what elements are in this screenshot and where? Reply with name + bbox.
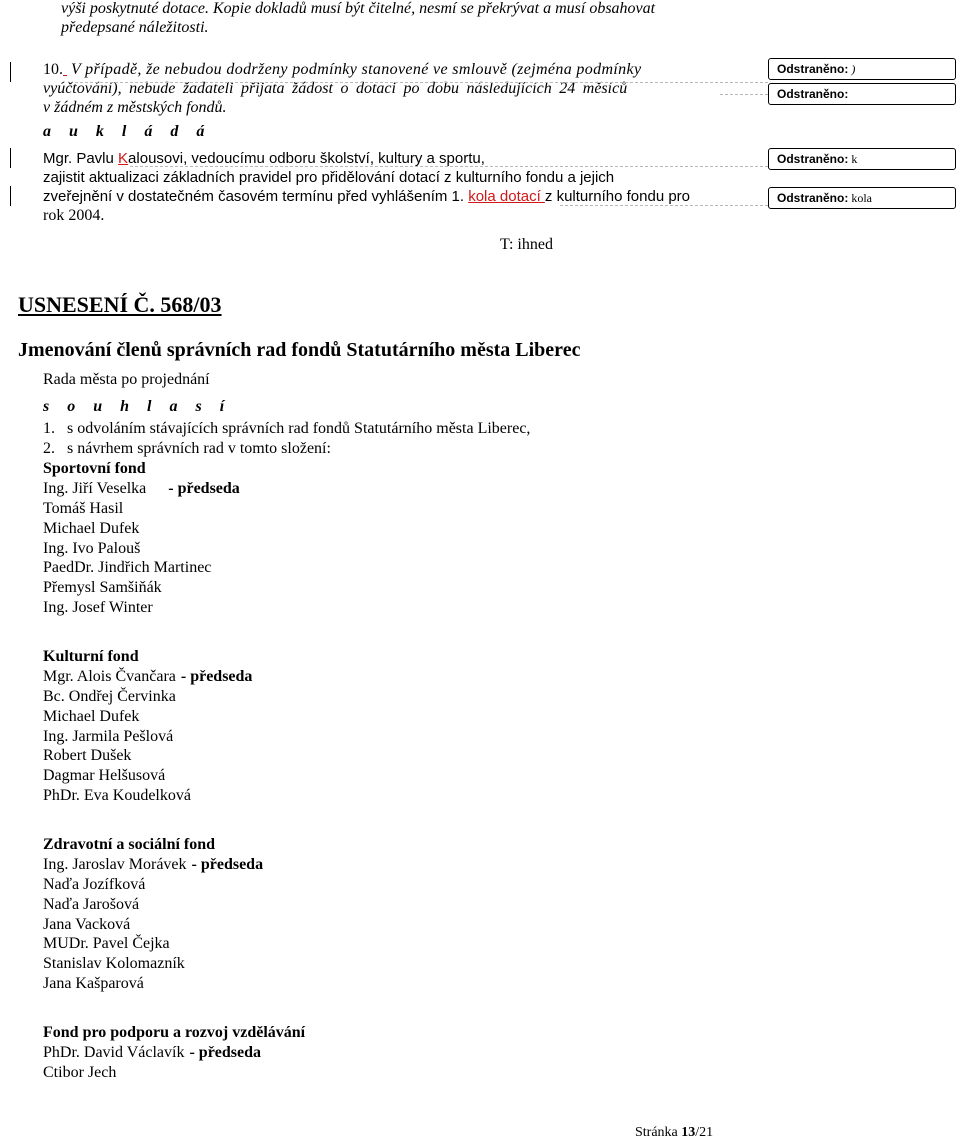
- intro-line-2: předepsané náležitosti.: [61, 19, 209, 36]
- task-line-4: rok 2004.: [43, 207, 105, 224]
- fund-name: Zdravotní a sociální fond: [43, 836, 216, 853]
- fund-member: Ing. Jarmila Pešlová: [43, 727, 174, 745]
- resolution-title: Jmenování členů správních rad fondů Statutárního města Liberec: [18, 339, 581, 361]
- task-line-2: zajistit aktualizaci základních pravidel pro přidělování dotací z kulturního fondu a jejich: [43, 169, 615, 186]
- member-name: Ing. Jaroslav Morávek: [43, 855, 187, 873]
- balloon-label: Odstraněno:: [777, 191, 849, 205]
- page-number: [635, 1125, 713, 1141]
- fund-member: Ing. Josef Winter: [43, 599, 153, 617]
- task-name-rest: alousovi, vedoucímu odboru školství, kultury a sportu,: [128, 150, 485, 167]
- item-10-number: 10.: [43, 61, 63, 78]
- inserted-letter-k: K: [118, 150, 129, 167]
- fund-member-chair: [43, 1043, 305, 1063]
- task-line-3-post: z kulturního fondu pro: [544, 188, 691, 205]
- fund-member: Tomáš Hasil: [43, 499, 124, 517]
- fund-member: Robert Dušek: [43, 747, 132, 765]
- fund-member: Stanislav Kolomazník: [43, 955, 185, 973]
- balloon-label: Odstraněno:: [777, 152, 849, 166]
- fund-member: Michael Dufek: [43, 519, 140, 537]
- member-name: Ing. Jiří Veselka: [43, 479, 147, 497]
- balloon-value: k: [851, 152, 858, 166]
- balloon-leader: [720, 94, 768, 95]
- task-deadline: T: ihned: [500, 236, 553, 253]
- revision-balloon-4[interactable]: [768, 187, 956, 209]
- item-10-line-3: v žádném z městských fondů.: [43, 99, 227, 116]
- fund-member-chair: [43, 855, 263, 875]
- inserted-text-kola-dotaci: kola dotací: [468, 188, 545, 205]
- revision-balloon-2[interactable]: [768, 83, 956, 105]
- change-bar: [10, 148, 11, 168]
- fund-member: Ing. Ivo Palouš: [43, 539, 141, 557]
- fund-member: PhDr. Eva Koudelková: [43, 787, 191, 805]
- change-bar: [10, 62, 11, 82]
- item-10-line-1: [43, 61, 641, 79]
- resolution-point-1: 1. s odvoláním stávajících správních rad fondů Statutárního města Liberec,: [43, 420, 531, 437]
- verb-souhlasi: s o u h l a s í: [43, 398, 232, 415]
- balloon-leader: [75, 82, 768, 83]
- fund-member: Dagmar Helšusová: [43, 767, 166, 785]
- fund-member: Přemysl Samšiňák: [43, 579, 162, 597]
- chair-label: - předseda: [189, 1043, 262, 1061]
- fund-sport: [43, 459, 240, 618]
- item-10-line-2: vyúčtování), nebude žadateli přijata žádost o dotaci po dobu následujících 24 měsíců: [43, 80, 628, 97]
- revision-balloon-3[interactable]: [768, 148, 956, 170]
- fund-name: Kulturní fond: [43, 648, 139, 665]
- fund-member: Michael Dufek: [43, 707, 140, 725]
- revision-balloon-1[interactable]: [768, 58, 956, 80]
- balloon-leader: [560, 205, 768, 206]
- task-line-1: [43, 150, 485, 167]
- fund-name: Sportovní fond: [43, 460, 146, 477]
- balloon-value: kola: [851, 191, 873, 205]
- chair-label: - předseda: [191, 855, 264, 873]
- resolution-point-2: 2. s návrhem správních rad v tomto složení:: [43, 440, 331, 457]
- fund-health-social: [43, 835, 263, 994]
- fund-name: Fond pro podporu a rozvoj vzdělávání: [43, 1024, 306, 1041]
- chair-label: - předseda: [180, 667, 253, 685]
- intro-line-1: výši poskytnuté dotace. Kopie dokladů musí být čitelné, nesmí se překrývat a musí obsahovat: [61, 0, 656, 17]
- resolution-preamble: Rada města po projednání: [43, 371, 210, 388]
- balloon-label: Odstraněno:: [777, 62, 849, 76]
- page-total: /21: [695, 1125, 714, 1140]
- member-name: Mgr. Alois Čvančara: [43, 667, 176, 685]
- balloon-leader: [130, 166, 768, 167]
- fund-member: Jana Vacková: [43, 915, 131, 933]
- fund-member: Naďa Jozífková: [43, 875, 146, 893]
- page-label: Stránka: [635, 1125, 682, 1140]
- page-current: 13: [681, 1125, 696, 1140]
- fund-member-chair: [43, 479, 240, 499]
- task-line-3-pre: zveřejnění v dostatečném časovém termínu před vyhlášením 1.: [43, 188, 469, 205]
- chair-label: - předseda: [168, 479, 240, 497]
- fund-member: Bc. Ondřej Červinka: [43, 687, 176, 705]
- fund-member: Jana Kašparová: [43, 975, 144, 993]
- fund-culture: [43, 647, 252, 806]
- fund-member: MUDr. Pavel Čejka: [43, 935, 170, 953]
- fund-member: Naďa Jarošová: [43, 895, 140, 913]
- task-name-prefix: Mgr. Pavlu: [43, 150, 119, 167]
- balloon-value: ): [851, 62, 856, 76]
- change-bar: [10, 186, 11, 206]
- fund-member: PaedDr. Jindřich Martinec: [43, 559, 212, 577]
- member-name: PhDr. David Václavík: [43, 1043, 185, 1061]
- resolution-number: USNESENÍ Č. 568/03: [18, 292, 222, 317]
- fund-member: Ctibor Jech: [43, 1063, 117, 1081]
- item-10-text-1: V případě, že nebudou dodrženy podmínky stanovené ve smlouvě (zejména podmínky: [71, 61, 642, 78]
- task-line-3: [43, 188, 690, 205]
- verb-uklada: a u k l á d á: [43, 123, 212, 140]
- fund-member-chair: [43, 667, 252, 687]
- fund-education: [43, 1023, 305, 1083]
- balloon-label: Odstraněno:: [777, 87, 849, 101]
